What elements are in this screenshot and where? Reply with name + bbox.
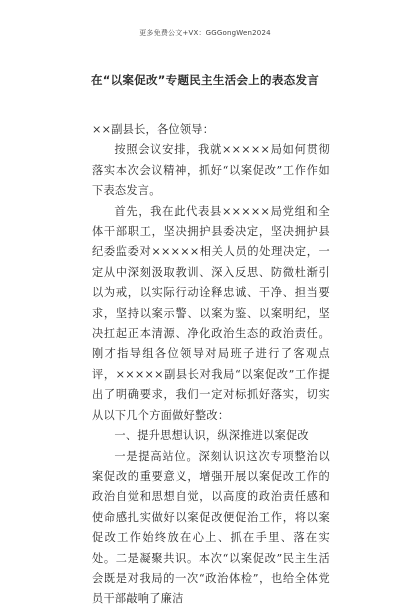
document-body: [92, 120, 330, 610]
document-title: 在“以案促改”专题民主生活会上的表态发言: [90, 73, 320, 87]
paragraph-intro: 按照会议安排，我就×××××局如何贯彻落实本次会议精神，抓好“以案促改”工作作如下表态发言。: [92, 143, 330, 198]
paragraph-first: 首先，我在此代表县×××××局党组和全体干部职工，坚决拥护县委决定，坚决拥护县纪委监委对×××××相关人员的处理决定，一定从中深刻汲取教训、深入反思、防微杜渐引以为戒，以实际行动诠释忠诚、干净、担当要求，坚持以案示警、以案为鉴、以案明纪，坚决扛起正本清源、净化政治生态的政治责任。刚才指导组各位领导对局班子进行了客观点评，×××××副县长对我局“以案促改”工作提出了明确要求，我们一定对标抓好落实，切实从以下几个方面做好整改：: [92, 204, 330, 422]
paragraph-section-one: 一是提高站位。深刻认识这次专项整治以案促改的重要意义，增强开展以案促改工作的政治自觉和思想自觉，以高度的政治责任感和使命感扎实做好以案促改便促治工作，将以案促改工作始终放在心上、抓在手里、落在实处。二是凝聚共识。本次“以案促改”民主生活会既是对我局的一次“政治体检”，也给全体党员干部敲响了廉洁: [92, 449, 330, 606]
section-heading: 一、提升思想认识，纵深推进以案促改: [114, 429, 309, 443]
header-note: 更多免费公文+VX：GGGongWen2024: [139, 29, 271, 37]
salutation: ××副县长，各位领导：: [92, 123, 215, 136]
